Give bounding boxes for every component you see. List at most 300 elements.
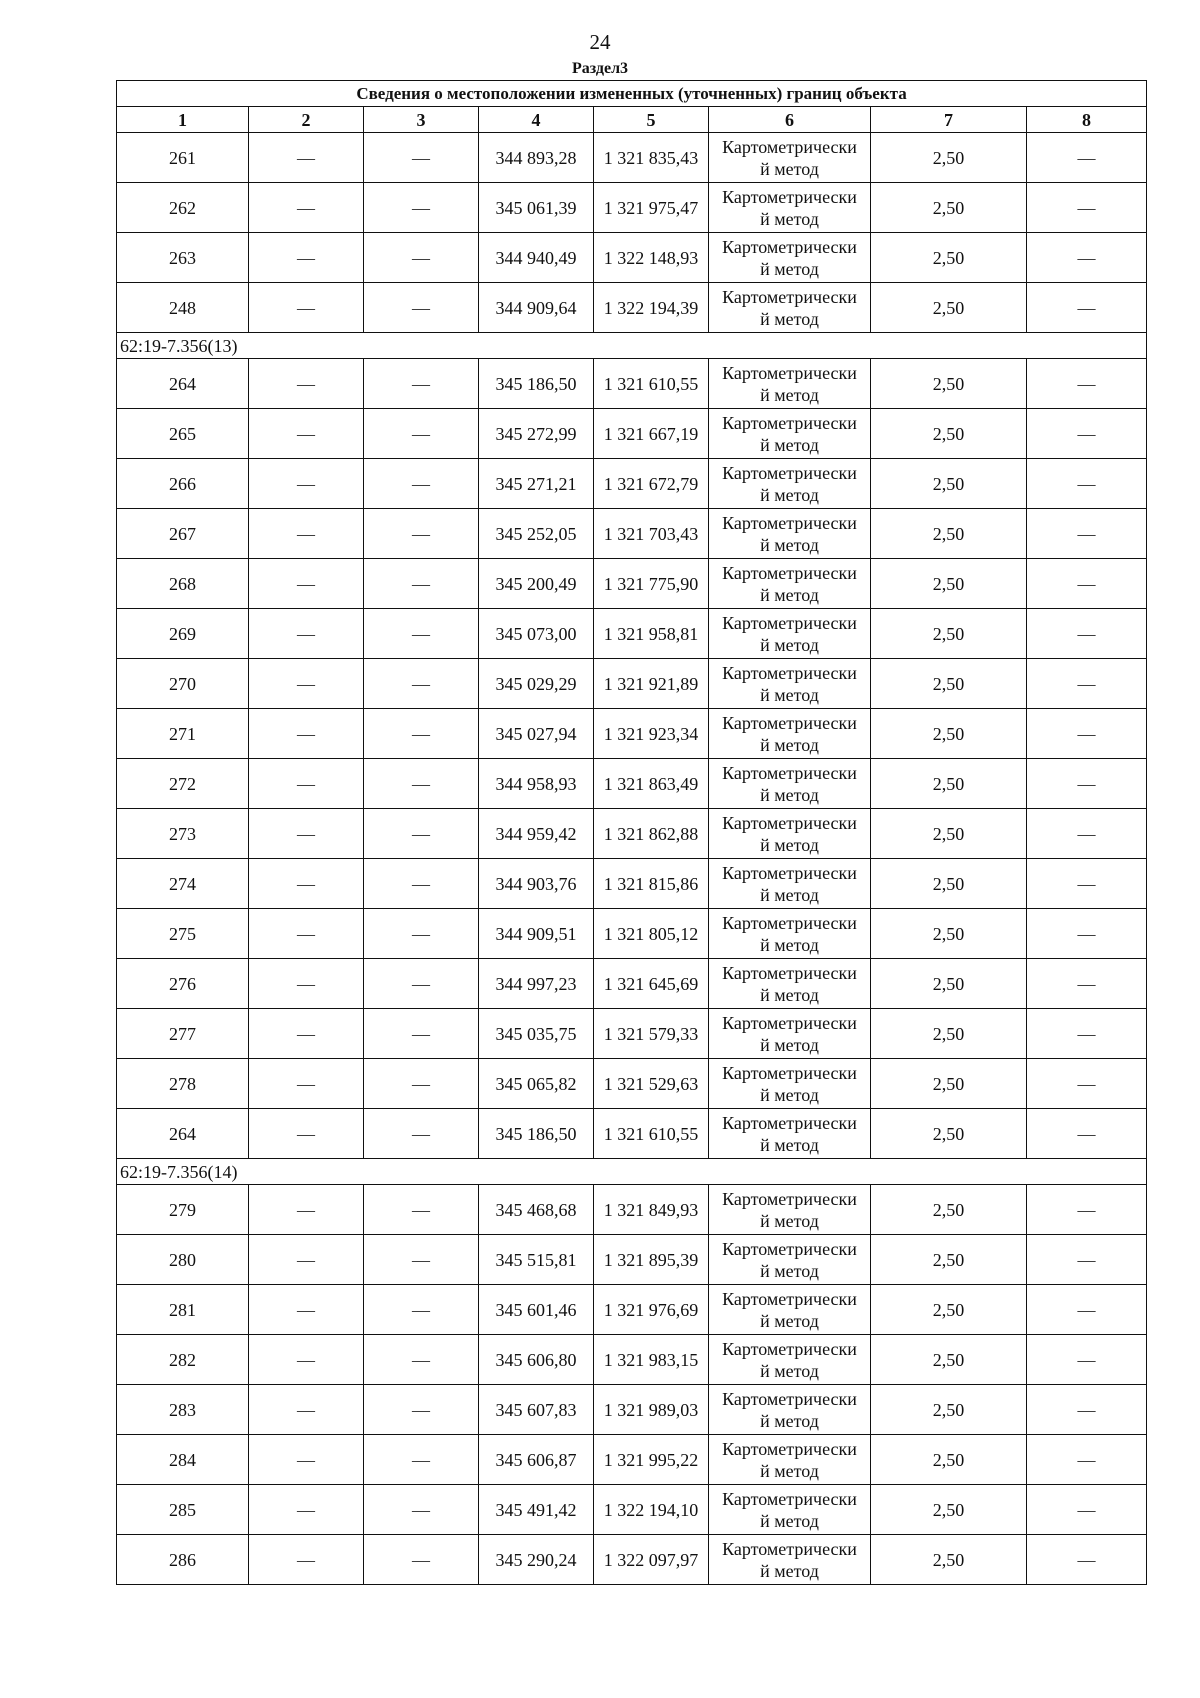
coordinate-y-cell: 1 322 194,10: [594, 1485, 709, 1535]
method-line: й метод: [760, 1560, 819, 1581]
point-number-cell: 248: [117, 283, 249, 333]
method-line: й метод: [760, 434, 819, 455]
column-3-cell: —: [364, 409, 479, 459]
table-row: [117, 809, 1147, 859]
accuracy-cell: 2,50: [871, 759, 1027, 809]
point-number-cell: 263: [117, 233, 249, 283]
method-line: й метод: [760, 1084, 819, 1105]
column-8-cell: —: [1027, 1109, 1147, 1159]
table-row: [117, 559, 1147, 609]
method-line: Картометрически: [722, 1488, 857, 1509]
method-line: Картометрически: [722, 612, 857, 633]
table-body: [117, 81, 1147, 1585]
column-3-cell: —: [364, 1485, 479, 1535]
column-8-cell: —: [1027, 659, 1147, 709]
method-line: й метод: [760, 834, 819, 855]
point-number-cell: 282: [117, 1335, 249, 1385]
column-3-cell: —: [364, 709, 479, 759]
method-line: Картометрически: [722, 862, 857, 883]
point-number-cell: 267: [117, 509, 249, 559]
accuracy-cell: 2,50: [871, 183, 1027, 233]
column-8-cell: —: [1027, 1185, 1147, 1235]
method-cell: [709, 283, 871, 333]
coordinate-x-cell: 345 290,24: [479, 1535, 594, 1585]
accuracy-cell: 2,50: [871, 283, 1027, 333]
method-line: й метод: [760, 1510, 819, 1531]
accuracy-cell: 2,50: [871, 1435, 1027, 1485]
column-number-row: [117, 107, 1147, 133]
coordinate-y-cell: 1 321 863,49: [594, 759, 709, 809]
method-line: Картометрически: [722, 662, 857, 683]
method-line: Картометрически: [722, 762, 857, 783]
accuracy-cell: 2,50: [871, 133, 1027, 183]
column-3-cell: —: [364, 183, 479, 233]
point-number-cell: 284: [117, 1435, 249, 1485]
column-3-cell: —: [364, 859, 479, 909]
accuracy-cell: 2,50: [871, 1185, 1027, 1235]
method-line: Картометрически: [722, 1238, 857, 1259]
method-line: й метод: [760, 1134, 819, 1155]
method-line: Картометрически: [722, 236, 857, 257]
column-8-cell: —: [1027, 559, 1147, 609]
column-2-cell: —: [249, 1485, 364, 1535]
column-3-cell: —: [364, 559, 479, 609]
method-cell: [709, 809, 871, 859]
accuracy-cell: 2,50: [871, 409, 1027, 459]
method-cell: [709, 1009, 871, 1059]
coordinate-x-cell: 345 606,87: [479, 1435, 594, 1485]
coordinate-y-cell: 1 321 976,69: [594, 1285, 709, 1335]
method-line: й метод: [760, 884, 819, 905]
column-2-cell: —: [249, 759, 364, 809]
table-row: [117, 609, 1147, 659]
coordinate-x-cell: 345 515,81: [479, 1235, 594, 1285]
method-line: й метод: [760, 1034, 819, 1055]
column-2-cell: —: [249, 909, 364, 959]
column-8-cell: —: [1027, 1535, 1147, 1585]
coordinate-x-cell: 345 607,83: [479, 1385, 594, 1435]
column-2-cell: —: [249, 183, 364, 233]
column-8-cell: —: [1027, 709, 1147, 759]
column-2-cell: —: [249, 859, 364, 909]
column-header: 7: [871, 107, 1027, 133]
column-8-cell: —: [1027, 759, 1147, 809]
point-number-cell: 272: [117, 759, 249, 809]
point-number-cell: 279: [117, 1185, 249, 1235]
method-cell: [709, 1185, 871, 1235]
method-cell: [709, 1059, 871, 1109]
method-line: Картометрически: [722, 1062, 857, 1083]
table-row: [117, 1285, 1147, 1335]
point-number-cell: 261: [117, 133, 249, 183]
point-number-cell: 266: [117, 459, 249, 509]
column-2-cell: —: [249, 609, 364, 659]
column-2-cell: —: [249, 1535, 364, 1585]
accuracy-cell: 2,50: [871, 659, 1027, 709]
coordinate-y-cell: 1 321 975,47: [594, 183, 709, 233]
method-cell: [709, 1109, 871, 1159]
coordinate-x-cell: 345 252,05: [479, 509, 594, 559]
method-line: Картометрически: [722, 1538, 857, 1559]
column-8-cell: —: [1027, 183, 1147, 233]
accuracy-cell: 2,50: [871, 509, 1027, 559]
column-header: 8: [1027, 107, 1147, 133]
coordinate-y-cell: 1 321 703,43: [594, 509, 709, 559]
coordinate-y-cell: 1 321 645,69: [594, 959, 709, 1009]
column-8-cell: —: [1027, 1485, 1147, 1535]
coordinate-y-cell: 1 321 989,03: [594, 1385, 709, 1435]
column-3-cell: —: [364, 459, 479, 509]
method-line: Картометрически: [722, 362, 857, 383]
accuracy-cell: 2,50: [871, 909, 1027, 959]
point-number-cell: 271: [117, 709, 249, 759]
column-2-cell: —: [249, 809, 364, 859]
table-row: [117, 1535, 1147, 1585]
method-line: й метод: [760, 258, 819, 279]
coordinate-x-cell: 344 959,42: [479, 809, 594, 859]
method-cell: [709, 1485, 871, 1535]
column-3-cell: —: [364, 359, 479, 409]
table-row: [117, 233, 1147, 283]
column-8-cell: —: [1027, 809, 1147, 859]
method-line: Картометрически: [722, 1112, 857, 1133]
table-row: [117, 1485, 1147, 1535]
column-2-cell: —: [249, 959, 364, 1009]
method-cell: [709, 659, 871, 709]
coordinate-y-cell: 1 321 610,55: [594, 359, 709, 409]
accuracy-cell: 2,50: [871, 1485, 1027, 1535]
accuracy-cell: 2,50: [871, 1235, 1027, 1285]
table-row: [117, 1059, 1147, 1109]
method-cell: [709, 1285, 871, 1335]
coordinate-x-cell: 345 186,50: [479, 1109, 594, 1159]
table-row: [117, 1235, 1147, 1285]
accuracy-cell: 2,50: [871, 709, 1027, 759]
column-header: 4: [479, 107, 594, 133]
column-2-cell: —: [249, 559, 364, 609]
coordinate-x-cell: 345 491,42: [479, 1485, 594, 1535]
accuracy-cell: 2,50: [871, 1109, 1027, 1159]
coordinate-y-cell: 1 321 579,33: [594, 1009, 709, 1059]
method-line: й метод: [760, 734, 819, 755]
table-row: [117, 509, 1147, 559]
column-2-cell: —: [249, 1235, 364, 1285]
accuracy-cell: 2,50: [871, 559, 1027, 609]
group-label: 62:19-7.356(13): [117, 333, 1147, 359]
column-3-cell: —: [364, 959, 479, 1009]
method-line: й метод: [760, 784, 819, 805]
method-line: Картометрически: [722, 812, 857, 833]
method-line: Картометрически: [722, 286, 857, 307]
method-line: й метод: [760, 484, 819, 505]
point-number-cell: 264: [117, 1109, 249, 1159]
column-8-cell: —: [1027, 1059, 1147, 1109]
column-2-cell: —: [249, 1185, 364, 1235]
column-3-cell: —: [364, 1435, 479, 1485]
column-header: 3: [364, 107, 479, 133]
coordinate-y-cell: 1 321 849,93: [594, 1185, 709, 1235]
point-number-cell: 265: [117, 409, 249, 459]
coordinate-x-cell: 345 029,29: [479, 659, 594, 709]
point-number-cell: 269: [117, 609, 249, 659]
column-3-cell: —: [364, 1235, 479, 1285]
point-number-cell: 262: [117, 183, 249, 233]
point-number-cell: 276: [117, 959, 249, 1009]
column-header: 5: [594, 107, 709, 133]
column-8-cell: —: [1027, 1435, 1147, 1485]
accuracy-cell: 2,50: [871, 1059, 1027, 1109]
column-8-cell: —: [1027, 909, 1147, 959]
point-number-cell: 275: [117, 909, 249, 959]
method-cell: [709, 509, 871, 559]
coordinate-y-cell: 1 321 995,22: [594, 1435, 709, 1485]
column-2-cell: —: [249, 133, 364, 183]
accuracy-cell: 2,50: [871, 809, 1027, 859]
column-2-cell: —: [249, 1059, 364, 1109]
column-8-cell: —: [1027, 409, 1147, 459]
point-number-cell: 273: [117, 809, 249, 859]
table-row: [117, 1109, 1147, 1159]
coordinate-x-cell: 345 601,46: [479, 1285, 594, 1335]
coordinate-y-cell: 1 321 805,12: [594, 909, 709, 959]
coordinate-x-cell: 344 909,64: [479, 283, 594, 333]
table-caption-row: [117, 81, 1147, 107]
method-cell: [709, 959, 871, 1009]
boundary-coordinates-table: [116, 80, 1147, 1585]
method-line: Картометрически: [722, 1288, 857, 1309]
table-row: [117, 1335, 1147, 1385]
table-row: [117, 409, 1147, 459]
group-label-row: [117, 333, 1147, 359]
accuracy-cell: 2,50: [871, 609, 1027, 659]
method-line: й метод: [760, 1410, 819, 1431]
method-line: й метод: [760, 684, 819, 705]
point-number-cell: 278: [117, 1059, 249, 1109]
table-row: [117, 133, 1147, 183]
column-8-cell: —: [1027, 283, 1147, 333]
coordinate-x-cell: 345 272,99: [479, 409, 594, 459]
coordinate-x-cell: 345 186,50: [479, 359, 594, 409]
method-cell: [709, 1335, 871, 1385]
column-8-cell: —: [1027, 609, 1147, 659]
column-2-cell: —: [249, 459, 364, 509]
table-row: [117, 183, 1147, 233]
column-3-cell: —: [364, 1185, 479, 1235]
column-3-cell: —: [364, 1009, 479, 1059]
accuracy-cell: 2,50: [871, 233, 1027, 283]
column-3-cell: —: [364, 1535, 479, 1585]
column-3-cell: —: [364, 233, 479, 283]
table-row: [117, 659, 1147, 709]
column-8-cell: —: [1027, 959, 1147, 1009]
column-3-cell: —: [364, 1335, 479, 1385]
point-number-cell: 285: [117, 1485, 249, 1535]
column-2-cell: —: [249, 1335, 364, 1385]
page-number: 24: [589, 30, 611, 54]
table-row: [117, 909, 1147, 959]
method-cell: [709, 1235, 871, 1285]
method-line: Картометрически: [722, 462, 857, 483]
accuracy-cell: 2,50: [871, 1535, 1027, 1585]
method-line: Картометрически: [722, 1338, 857, 1359]
table-row: [117, 459, 1147, 509]
method-line: й метод: [760, 158, 819, 179]
column-8-cell: —: [1027, 233, 1147, 283]
column-8-cell: —: [1027, 859, 1147, 909]
column-2-cell: —: [249, 1285, 364, 1335]
point-number-cell: 268: [117, 559, 249, 609]
method-line: Картометрически: [722, 1188, 857, 1209]
column-3-cell: —: [364, 1109, 479, 1159]
column-2-cell: —: [249, 509, 364, 559]
method-line: й метод: [760, 1310, 819, 1331]
coordinate-y-cell: 1 321 672,79: [594, 459, 709, 509]
coordinate-x-cell: 345 200,49: [479, 559, 594, 609]
coordinate-y-cell: 1 321 983,15: [594, 1335, 709, 1385]
column-3-cell: —: [364, 1059, 479, 1109]
coordinate-y-cell: 1 321 529,63: [594, 1059, 709, 1109]
group-label-row: [117, 1159, 1147, 1185]
method-line: й метод: [760, 1460, 819, 1481]
method-line: Картометрически: [722, 1388, 857, 1409]
coordinate-y-cell: 1 321 895,39: [594, 1235, 709, 1285]
coordinate-y-cell: 1 321 835,43: [594, 133, 709, 183]
point-number-cell: 286: [117, 1535, 249, 1585]
column-header: 1: [117, 107, 249, 133]
table-row: [117, 959, 1147, 1009]
method-line: Картометрически: [722, 962, 857, 983]
accuracy-cell: 2,50: [871, 1285, 1027, 1335]
coordinate-y-cell: 1 321 667,19: [594, 409, 709, 459]
method-cell: [709, 409, 871, 459]
column-8-cell: —: [1027, 359, 1147, 409]
column-8-cell: —: [1027, 509, 1147, 559]
method-cell: [709, 609, 871, 659]
point-number-cell: 264: [117, 359, 249, 409]
method-line: й метод: [760, 534, 819, 555]
accuracy-cell: 2,50: [871, 1385, 1027, 1435]
method-cell: [709, 359, 871, 409]
coordinate-x-cell: 345 061,39: [479, 183, 594, 233]
column-8-cell: —: [1027, 1235, 1147, 1285]
column-3-cell: —: [364, 1385, 479, 1435]
column-8-cell: —: [1027, 1285, 1147, 1335]
accuracy-cell: 2,50: [871, 1009, 1027, 1059]
method-line: Картометрически: [722, 512, 857, 533]
coordinate-x-cell: 344 903,76: [479, 859, 594, 909]
method-cell: [709, 1435, 871, 1485]
method-line: й метод: [760, 584, 819, 605]
coordinate-y-cell: 1 321 921,89: [594, 659, 709, 709]
method-cell: [709, 859, 871, 909]
table-row: [117, 859, 1147, 909]
column-2-cell: —: [249, 659, 364, 709]
method-cell: [709, 133, 871, 183]
method-line: й метод: [760, 634, 819, 655]
method-line: Картометрически: [722, 562, 857, 583]
column-3-cell: —: [364, 1285, 479, 1335]
method-line: Картометрически: [722, 1438, 857, 1459]
column-8-cell: —: [1027, 1385, 1147, 1435]
method-cell: [709, 233, 871, 283]
method-cell: [709, 459, 871, 509]
point-number-cell: 283: [117, 1385, 249, 1435]
method-cell: [709, 1385, 871, 1435]
point-number-cell: 277: [117, 1009, 249, 1059]
column-3-cell: —: [364, 133, 479, 183]
method-cell: [709, 559, 871, 609]
column-8-cell: —: [1027, 1009, 1147, 1059]
method-line: Картометрически: [722, 712, 857, 733]
method-line: й метод: [760, 308, 819, 329]
coordinate-y-cell: 1 321 958,81: [594, 609, 709, 659]
method-line: Картометрически: [722, 912, 857, 933]
column-3-cell: —: [364, 759, 479, 809]
method-line: Картометрически: [722, 1012, 857, 1033]
table-row: [117, 283, 1147, 333]
column-3-cell: —: [364, 609, 479, 659]
coordinate-x-cell: 345 065,82: [479, 1059, 594, 1109]
coordinate-x-cell: 345 073,00: [479, 609, 594, 659]
table-row: [117, 1385, 1147, 1435]
accuracy-cell: 2,50: [871, 359, 1027, 409]
method-cell: [709, 1535, 871, 1585]
method-line: й метод: [760, 208, 819, 229]
method-line: й метод: [760, 1360, 819, 1381]
method-line: й метод: [760, 984, 819, 1005]
table-row: [117, 359, 1147, 409]
coordinate-x-cell: 344 940,49: [479, 233, 594, 283]
method-line: Картометрически: [722, 186, 857, 207]
column-2-cell: —: [249, 283, 364, 333]
column-2-cell: —: [249, 1385, 364, 1435]
table-row: [117, 1435, 1147, 1485]
coordinate-y-cell: 1 321 862,88: [594, 809, 709, 859]
point-number-cell: 281: [117, 1285, 249, 1335]
column-3-cell: —: [364, 283, 479, 333]
coordinate-y-cell: 1 321 923,34: [594, 709, 709, 759]
coordinate-x-cell: 345 606,80: [479, 1335, 594, 1385]
point-number-cell: 270: [117, 659, 249, 709]
method-line: Картометрически: [722, 412, 857, 433]
method-line: й метод: [760, 934, 819, 955]
coordinate-x-cell: 344 909,51: [479, 909, 594, 959]
coordinate-y-cell: 1 322 194,39: [594, 283, 709, 333]
method-line: й метод: [760, 1260, 819, 1281]
accuracy-cell: 2,50: [871, 859, 1027, 909]
coordinate-y-cell: 1 322 097,97: [594, 1535, 709, 1585]
section-title: Раздел3: [571, 60, 629, 77]
column-8-cell: —: [1027, 459, 1147, 509]
method-cell: [709, 909, 871, 959]
column-header: 2: [249, 107, 364, 133]
point-number-cell: 280: [117, 1235, 249, 1285]
column-2-cell: —: [249, 233, 364, 283]
column-header: 6: [709, 107, 871, 133]
accuracy-cell: 2,50: [871, 959, 1027, 1009]
coordinate-y-cell: 1 321 610,55: [594, 1109, 709, 1159]
coordinate-y-cell: 1 321 815,86: [594, 859, 709, 909]
method-line: й метод: [760, 1210, 819, 1231]
method-line: й метод: [760, 384, 819, 405]
point-number-cell: 274: [117, 859, 249, 909]
column-2-cell: —: [249, 409, 364, 459]
method-cell: [709, 759, 871, 809]
column-2-cell: —: [249, 709, 364, 759]
accuracy-cell: 2,50: [871, 459, 1027, 509]
column-3-cell: —: [364, 659, 479, 709]
column-3-cell: —: [364, 909, 479, 959]
